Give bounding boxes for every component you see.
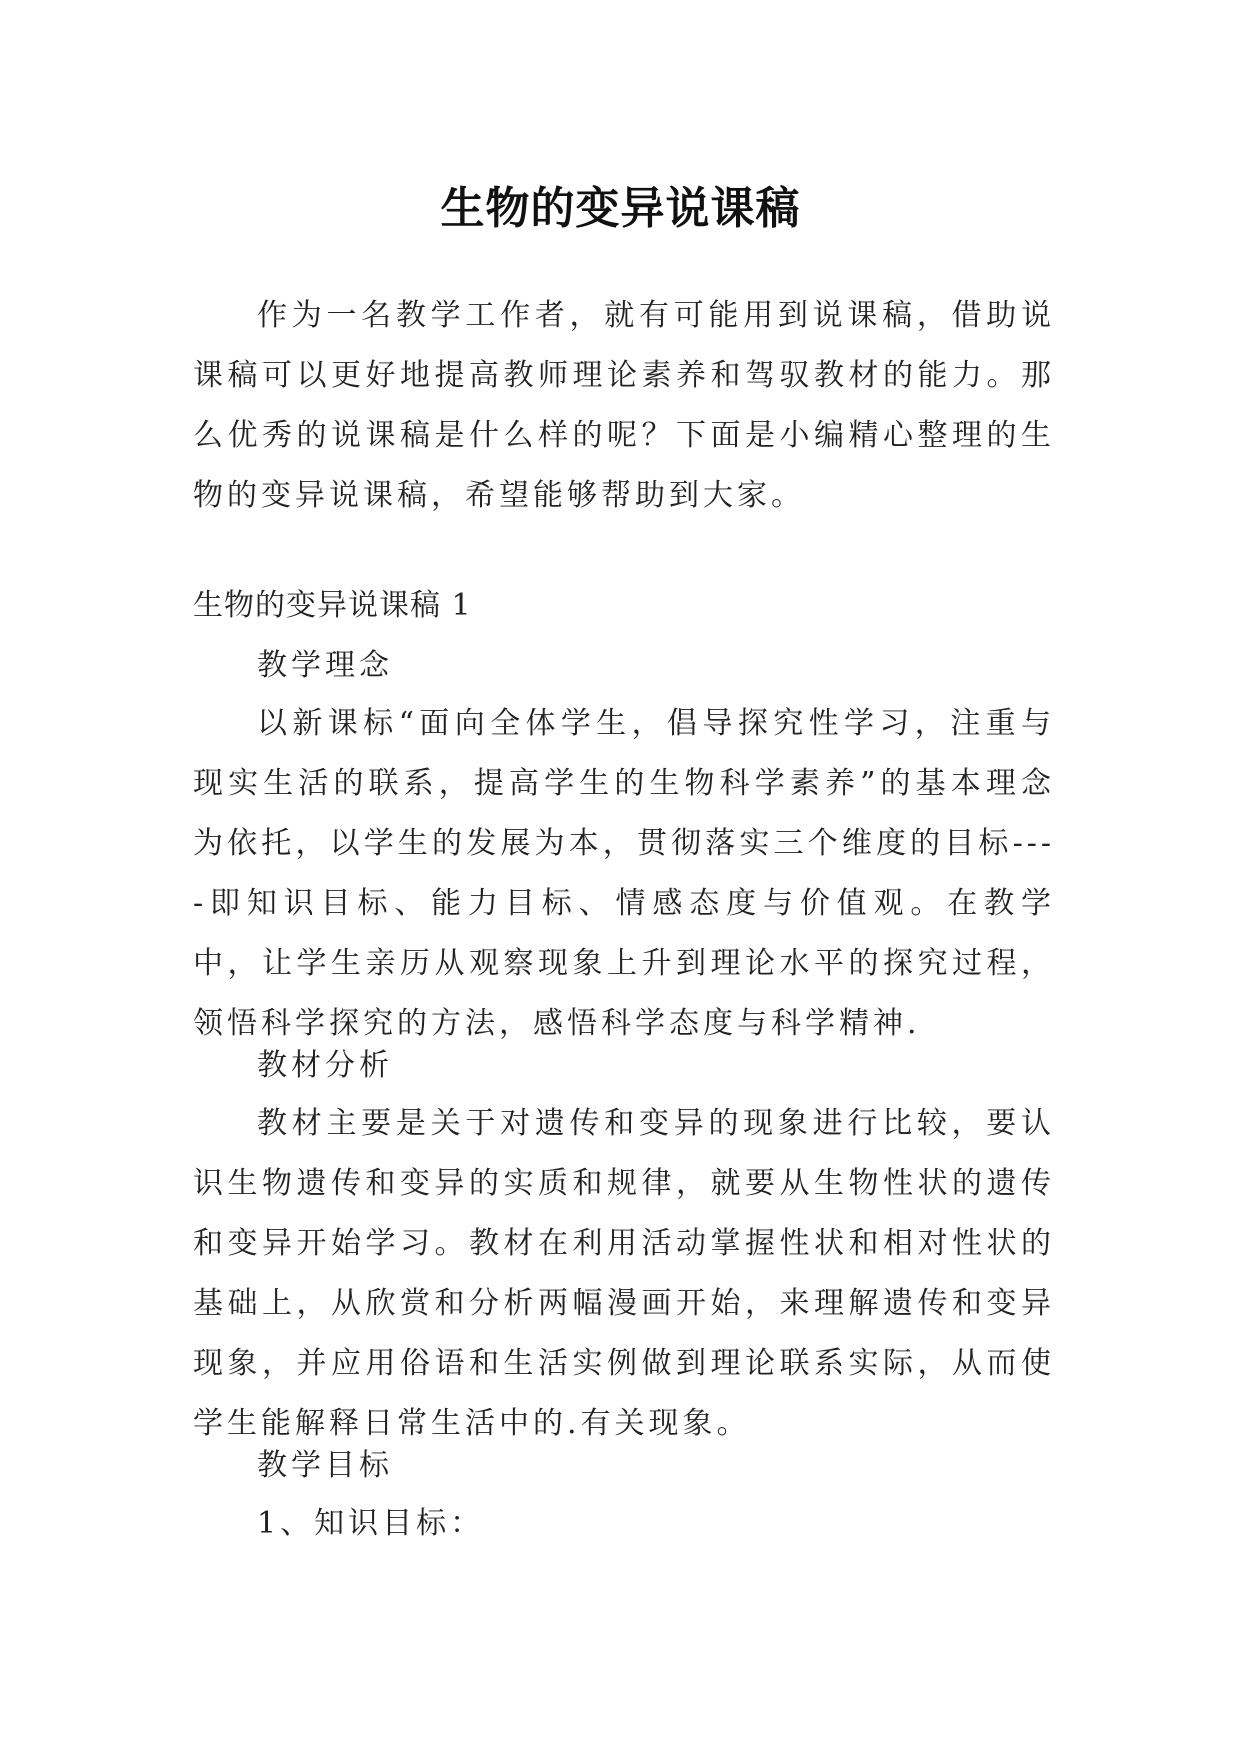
- subheading-teaching-idea: 教学理念: [257, 648, 393, 683]
- paragraph-material-analysis: 教材主要是关于对遗传和变异的现象进行比较，要认识生物遗传和变异的实质和规律，就要从生物性状的遗传和变异开始学习。教材在利用活动掌握性状和相对性状的基础上，从欣赏和分析两幅漫画开始，来理解遗传和变异现象，并应用俗语和生活实例做到理论联系实际，从而使学生能解释日常生活中的.有关现象。: [193, 1106, 1055, 1441]
- subheading-teaching-goals: 教学目标: [257, 1448, 393, 1483]
- paragraph-teaching-idea: 以新课标“面向全体学生，倡导探究性学习，注重与现实生活的联系，提高学生的生物科学素养”的基本理念为依托，以学生的发展为本，贯彻落实三个维度的目标----即知识目标、能力目标、情感态度与价值观。在教学中，让学生亲历从观察现象上升到理论水平的探究过程，领悟科学探究的方法，感悟科学态度与科学精神.: [193, 706, 1055, 1041]
- document-title: 生物的变异说课稿: [440, 183, 801, 235]
- list-item-knowledge-goal: 1、知识目标：: [257, 1506, 485, 1541]
- intro-paragraph: 作为一名教学工作者，就有可能用到说课稿，借助说课稿可以更好地提高教师理论素养和驾驭教材的能力。那么优秀的说课稿是什么样的呢？下面是小编精心整理的生物的变异说课稿，希望能够帮助到大家。: [193, 298, 1055, 513]
- section-heading: 生物的变异说课稿 1: [193, 588, 472, 623]
- subheading-material-analysis: 教材分析: [257, 1048, 393, 1083]
